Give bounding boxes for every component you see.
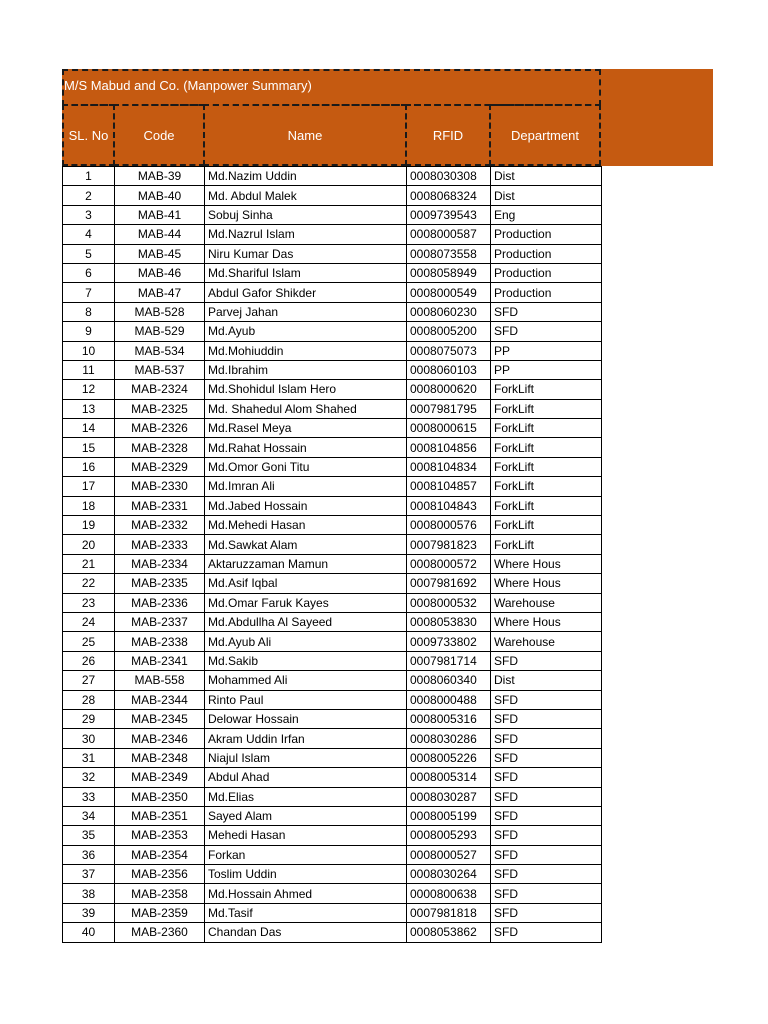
cell-sl-no: 22 [63, 574, 115, 593]
cell-code: MAB-2333 [115, 535, 205, 554]
cell-sl-no: 12 [63, 380, 115, 399]
cell-code: MAB-2326 [115, 419, 205, 438]
cell-code: MAB-558 [115, 671, 205, 690]
cell-department: SFD [491, 787, 602, 806]
cell-name: Niru Kumar Das [205, 244, 407, 263]
column-header-code: Code [143, 127, 175, 143]
cell-department: SFD [491, 903, 602, 922]
cell-rfid: 0008000572 [407, 554, 491, 573]
cell-rfid: 0008030308 [407, 167, 491, 186]
table-row [63, 341, 602, 360]
cell-name: Akram Uddin Irfan [205, 729, 407, 748]
cell-code: MAB-2337 [115, 612, 205, 631]
cell-code: MAB-2350 [115, 787, 205, 806]
table-row [63, 283, 602, 302]
cell-name: Md.Omor Goni Titu [205, 457, 407, 476]
cell-rfid: 0008000532 [407, 593, 491, 612]
cell-code: MAB-45 [115, 244, 205, 263]
cell-department: Warehouse [491, 593, 602, 612]
cell-sl-no: 18 [63, 496, 115, 515]
cell-name: Md.Rahat Hossain [205, 438, 407, 457]
column-header-department: Department [511, 127, 579, 143]
cell-code: MAB-2354 [115, 845, 205, 864]
cell-name: Mohammed Ali [205, 671, 407, 690]
cell-department: SFD [491, 709, 602, 728]
cell-sl-no: 29 [63, 709, 115, 728]
cell-department: PP [491, 360, 602, 379]
cell-code: MAB-40 [115, 186, 205, 205]
cell-code: MAB-2325 [115, 399, 205, 418]
cell-name: Abdul Gafor Shikder [205, 283, 407, 302]
table-row [63, 399, 602, 418]
cell-sl-no: 4 [63, 225, 115, 244]
cell-sl-no: 16 [63, 457, 115, 476]
cell-sl-no: 20 [63, 535, 115, 554]
cell-sl-no: 36 [63, 845, 115, 864]
cell-sl-no: 17 [63, 477, 115, 496]
cell-sl-no: 27 [63, 671, 115, 690]
cell-name: Md.Imran Ali [205, 477, 407, 496]
cell-code: MAB-2331 [115, 496, 205, 515]
cell-code: MAB-47 [115, 283, 205, 302]
cell-name: Sobuj Sinha [205, 205, 407, 224]
cell-rfid: 0007981795 [407, 399, 491, 418]
cell-name: Md.Mohiuddin [205, 341, 407, 360]
cell-rfid: 0008000527 [407, 845, 491, 864]
cell-name: Md.Ayub Ali [205, 632, 407, 651]
cell-name: Md.Nazrul Islam [205, 225, 407, 244]
table-row [63, 360, 602, 379]
table-row [63, 787, 602, 806]
cell-code: MAB-528 [115, 302, 205, 321]
cell-rfid: 0008060230 [407, 302, 491, 321]
cell-sl-no: 1 [63, 167, 115, 186]
cell-sl-no: 10 [63, 341, 115, 360]
cell-department: ForkLift [491, 477, 602, 496]
cell-department: PP [491, 341, 602, 360]
cell-code: MAB-2332 [115, 516, 205, 535]
cell-name: Md.Abdullha Al Sayeed [205, 612, 407, 631]
manpower-table [62, 166, 602, 943]
table-row [63, 690, 602, 709]
table-row [63, 593, 602, 612]
cell-name: Md.Tasif [205, 903, 407, 922]
cell-code: MAB-2356 [115, 865, 205, 884]
cell-sl-no: 37 [63, 865, 115, 884]
cell-rfid: 0008000587 [407, 225, 491, 244]
table-row [63, 884, 602, 903]
cell-name: Delowar Hossain [205, 709, 407, 728]
cell-sl-no: 38 [63, 884, 115, 903]
column-header-rfid: RFID [432, 127, 464, 143]
table-row [63, 167, 602, 186]
cell-rfid: 0008104856 [407, 438, 491, 457]
cell-code: MAB-2335 [115, 574, 205, 593]
cell-code: MAB-2349 [115, 768, 205, 787]
table-row [63, 806, 602, 825]
sheet-title: M/S Mabud and Co. (Manpower Summary) [64, 78, 312, 93]
cell-department: Eng [491, 205, 602, 224]
table-row [63, 186, 602, 205]
cell-sl-no: 3 [63, 205, 115, 224]
table-row [63, 535, 602, 554]
cell-code: MAB-41 [115, 205, 205, 224]
table-row [63, 225, 602, 244]
table-row [63, 826, 602, 845]
cell-rfid: 0008000576 [407, 516, 491, 535]
cell-sl-no: 26 [63, 651, 115, 670]
cell-department: Production [491, 283, 602, 302]
cell-rfid: 0008005293 [407, 826, 491, 845]
cell-rfid: 0008005199 [407, 806, 491, 825]
cell-name: Forkan [205, 845, 407, 864]
cell-sl-no: 2 [63, 186, 115, 205]
cell-name: Abdul Ahad [205, 768, 407, 787]
cell-department: Where Hous [491, 554, 602, 573]
cell-rfid: 0007981823 [407, 535, 491, 554]
cell-code: MAB-2346 [115, 729, 205, 748]
cell-department: Dist [491, 671, 602, 690]
cell-department: SFD [491, 302, 602, 321]
column-header-name: Name [287, 127, 323, 143]
cell-rfid: 0008104834 [407, 457, 491, 476]
cell-rfid: 0000800638 [407, 884, 491, 903]
cell-department: SFD [491, 806, 602, 825]
cell-department: Production [491, 263, 602, 282]
cell-rfid: 0008104843 [407, 496, 491, 515]
cell-department: SFD [491, 845, 602, 864]
cell-name: Md.Sakib [205, 651, 407, 670]
cell-sl-no: 32 [63, 768, 115, 787]
cell-sl-no: 34 [63, 806, 115, 825]
cell-rfid: 0008060103 [407, 360, 491, 379]
cell-rfid: 0008053830 [407, 612, 491, 631]
table-row [63, 845, 602, 864]
cell-department: SFD [491, 884, 602, 903]
cell-rfid: 0008000549 [407, 283, 491, 302]
cell-sl-no: 19 [63, 516, 115, 535]
cell-code: MAB-44 [115, 225, 205, 244]
cell-code: MAB-2334 [115, 554, 205, 573]
cell-code: MAB-2324 [115, 380, 205, 399]
cell-department: Warehouse [491, 632, 602, 651]
cell-sl-no: 33 [63, 787, 115, 806]
cell-department: SFD [491, 768, 602, 787]
cell-department: SFD [491, 322, 602, 341]
table-row [63, 748, 602, 767]
cell-sl-no: 5 [63, 244, 115, 263]
cell-sl-no: 40 [63, 923, 115, 942]
cell-department: ForkLift [491, 399, 602, 418]
cell-name: Md.Shohidul Islam Hero [205, 380, 407, 399]
cell-name: Sayed Alam [205, 806, 407, 825]
table-row [63, 496, 602, 515]
cell-department: SFD [491, 748, 602, 767]
table-row [63, 302, 602, 321]
cell-code: MAB-2338 [115, 632, 205, 651]
table-row [63, 923, 602, 942]
cell-rfid: 0007981714 [407, 651, 491, 670]
cell-sl-no: 6 [63, 263, 115, 282]
cell-sl-no: 31 [63, 748, 115, 767]
cell-rfid: 0009739543 [407, 205, 491, 224]
cell-rfid: 0008060340 [407, 671, 491, 690]
cell-department: ForkLift [491, 496, 602, 515]
table-row [63, 380, 602, 399]
cell-name: Md. Abdul Malek [205, 186, 407, 205]
cell-name: Md.Ayub [205, 322, 407, 341]
cell-department: Production [491, 244, 602, 263]
cell-code: MAB-46 [115, 263, 205, 282]
cell-name: Md.Ibrahim [205, 360, 407, 379]
table-row [63, 263, 602, 282]
cell-department: SFD [491, 729, 602, 748]
cell-sl-no: 35 [63, 826, 115, 845]
table-row [63, 671, 602, 690]
cell-sl-no: 28 [63, 690, 115, 709]
cell-department: ForkLift [491, 419, 602, 438]
title-cell-border [62, 69, 601, 106]
cell-sl-no: 14 [63, 419, 115, 438]
cell-name: Md. Shahedul Alom Shahed [205, 399, 407, 418]
cell-code: MAB-534 [115, 341, 205, 360]
table-row [63, 632, 602, 651]
cell-rfid: 0008053862 [407, 923, 491, 942]
table-row [63, 709, 602, 728]
cell-code: MAB-2329 [115, 457, 205, 476]
cell-name: Chandan Das [205, 923, 407, 942]
cell-code: MAB-2358 [115, 884, 205, 903]
cell-name: Rinto Paul [205, 690, 407, 709]
table-row [63, 554, 602, 573]
cell-sl-no: 39 [63, 903, 115, 922]
cell-department: Where Hous [491, 574, 602, 593]
table-row [63, 903, 602, 922]
table-row [63, 865, 602, 884]
table-row [63, 768, 602, 787]
table-row [63, 322, 602, 341]
cell-department: SFD [491, 865, 602, 884]
table-row [63, 574, 602, 593]
cell-sl-no: 8 [63, 302, 115, 321]
cell-department: Production [491, 225, 602, 244]
table-row [63, 419, 602, 438]
cell-sl-no: 15 [63, 438, 115, 457]
cell-department: ForkLift [491, 516, 602, 535]
table-row [63, 612, 602, 631]
cell-code: MAB-2348 [115, 748, 205, 767]
cell-rfid: 0008000615 [407, 419, 491, 438]
cell-code: MAB-2328 [115, 438, 205, 457]
cell-name: Parvej Jahan [205, 302, 407, 321]
cell-sl-no: 23 [63, 593, 115, 612]
cell-name: Md.Omar Faruk Kayes [205, 593, 407, 612]
table-row [63, 516, 602, 535]
cell-rfid: 0008058949 [407, 263, 491, 282]
cell-name: Niajul Islam [205, 748, 407, 767]
cell-department: Where Hous [491, 612, 602, 631]
table-row [63, 205, 602, 224]
cell-department: Dist [491, 167, 602, 186]
cell-code: MAB-2360 [115, 923, 205, 942]
cell-name: Md.Hossain Ahmed [205, 884, 407, 903]
cell-sl-no: 25 [63, 632, 115, 651]
table-row [63, 244, 602, 263]
cell-department: SFD [491, 826, 602, 845]
cell-department: ForkLift [491, 380, 602, 399]
table-row [63, 651, 602, 670]
manpower-table-body [63, 167, 602, 943]
cell-code: MAB-2359 [115, 903, 205, 922]
cell-rfid: 0008005314 [407, 768, 491, 787]
cell-name: Md.Elias [205, 787, 407, 806]
table-row [63, 438, 602, 457]
cell-rfid: 0008030286 [407, 729, 491, 748]
cell-rfid: 0007981818 [407, 903, 491, 922]
cell-rfid: 0008005316 [407, 709, 491, 728]
cell-rfid: 0008068324 [407, 186, 491, 205]
cell-name: Aktaruzzaman Mamun [205, 554, 407, 573]
cell-code: MAB-2345 [115, 709, 205, 728]
cell-sl-no: 9 [63, 322, 115, 341]
cell-department: Dist [491, 186, 602, 205]
cell-name: Md.Rasel Meya [205, 419, 407, 438]
cell-sl-no: 13 [63, 399, 115, 418]
cell-name: Md.Asif Iqbal [205, 574, 407, 593]
cell-rfid: 0008073558 [407, 244, 491, 263]
cell-code: MAB-2330 [115, 477, 205, 496]
cell-name: Md.Nazim Uddin [205, 167, 407, 186]
cell-rfid: 0008104857 [407, 477, 491, 496]
cell-department: ForkLift [491, 438, 602, 457]
cell-code: MAB-2344 [115, 690, 205, 709]
cell-code: MAB-39 [115, 167, 205, 186]
cell-rfid: 0009733802 [407, 632, 491, 651]
table-row [63, 729, 602, 748]
table-row [63, 477, 602, 496]
cell-name: Toslim Uddin [205, 865, 407, 884]
cell-department: SFD [491, 651, 602, 670]
cell-department: ForkLift [491, 535, 602, 554]
cell-rfid: 0008005200 [407, 322, 491, 341]
cell-code: MAB-537 [115, 360, 205, 379]
cell-name: Md.Mehedi Hasan [205, 516, 407, 535]
cell-code: MAB-2351 [115, 806, 205, 825]
cell-sl-no: 30 [63, 729, 115, 748]
cell-name: Md.Sawkat Alam [205, 535, 407, 554]
cell-name: Mehedi Hasan [205, 826, 407, 845]
cell-rfid: 0008005226 [407, 748, 491, 767]
cell-sl-no: 24 [63, 612, 115, 631]
cell-name: Md.Jabed Hossain [205, 496, 407, 515]
cell-code: MAB-2341 [115, 651, 205, 670]
cell-rfid: 0008030287 [407, 787, 491, 806]
column-header-sl-no: SL. No [68, 127, 109, 143]
cell-rfid: 0008000488 [407, 690, 491, 709]
cell-sl-no: 7 [63, 283, 115, 302]
cell-department: ForkLift [491, 457, 602, 476]
table-row [63, 457, 602, 476]
cell-code: MAB-2353 [115, 826, 205, 845]
cell-department: SFD [491, 923, 602, 942]
cell-code: MAB-2336 [115, 593, 205, 612]
cell-rfid: 0007981692 [407, 574, 491, 593]
cell-rfid: 0008030264 [407, 865, 491, 884]
cell-rfid: 0008075073 [407, 341, 491, 360]
cell-department: SFD [491, 690, 602, 709]
cell-code: MAB-529 [115, 322, 205, 341]
cell-sl-no: 11 [63, 360, 115, 379]
cell-sl-no: 21 [63, 554, 115, 573]
cell-name: Md.Shariful Islam [205, 263, 407, 282]
cell-rfid: 0008000620 [407, 380, 491, 399]
